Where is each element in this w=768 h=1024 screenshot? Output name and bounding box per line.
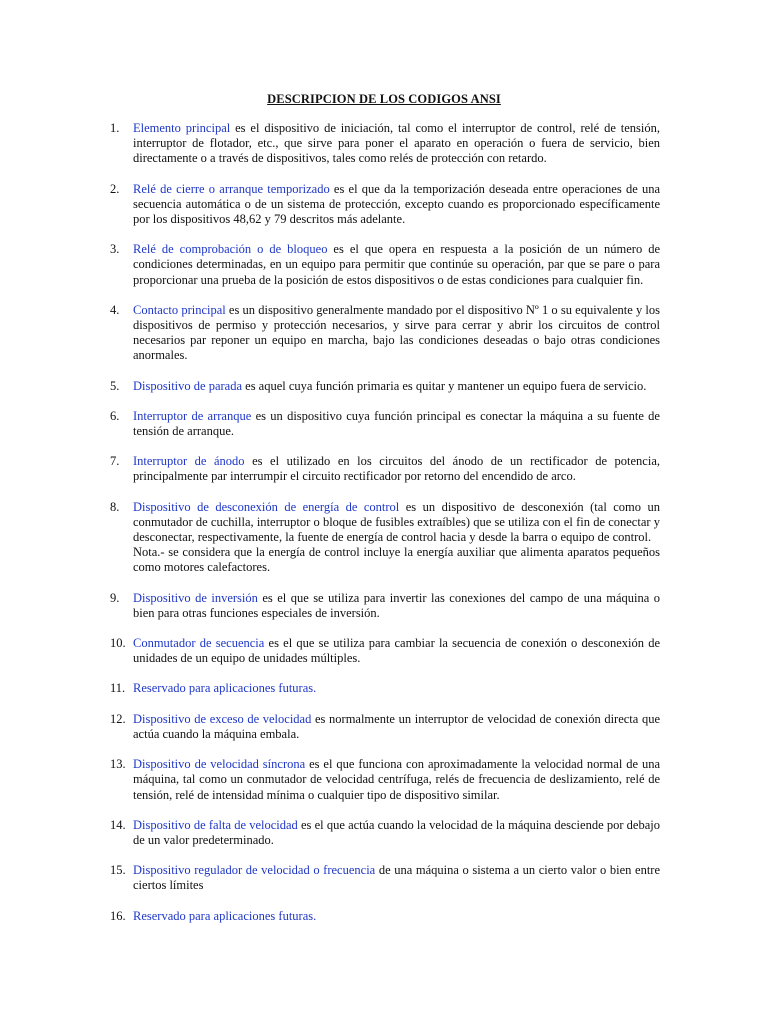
item-term: Reservado para aplicaciones futuras. [133, 681, 317, 696]
item-term: Dispositivo de falta de velocidad [133, 817, 298, 832]
item-term: Elemento principal [133, 121, 231, 135]
list-item-1 [110, 121, 660, 167]
item-description: es aquel cuya función primaria es quitar y mantener un equipo fuera de servicio. [242, 378, 647, 393]
item-number: 10. [110, 636, 126, 651]
list-item-5 [110, 379, 660, 394]
item-description: es el que se utiliza para cambiar la secuencia de conexión o desconexión de unidades de un equipo de unidades múltiples. [133, 636, 661, 666]
list-item-13 [110, 757, 660, 803]
item-number: 13. [110, 757, 126, 772]
item-number: 7. [110, 454, 120, 469]
item-description: es el que actúa cuando la velocidad de la máquina desciende por debajo de un valor predeterminado. [133, 817, 660, 847]
list-item-12 [110, 712, 660, 742]
item-number: 5. [110, 378, 120, 393]
item-term: Interruptor de arranque [133, 408, 252, 423]
item-number: 11. [110, 681, 126, 696]
item-description: es un dispositivo cuya función principal es conectar la máquina a su fuente de tensión de arranque. [133, 408, 660, 439]
item-number: 12. [110, 711, 126, 726]
item-term: Dispositivo regulador de velocidad o frecuencia [133, 863, 376, 878]
item-description: es el utilizado en los circuitos del ánodo de un rectificador de potencia, principalmente par interrumpir el circuito rectificador por retorno del encendido de arco. [133, 454, 660, 484]
item-description: es el que da la temporización deseada entre operaciones de una secuencia automática o de un sistema de protección, excepto cuando es proporcionado específicamente por los dispositivos 48,62 y 79 descritos más adelante. [133, 181, 661, 227]
list-item-14 [110, 818, 660, 848]
item-term: Contacto principal [133, 302, 226, 317]
item-term: Conmutador de secuencia [133, 636, 265, 651]
list-item-10 [110, 636, 660, 666]
item-number: 1. [110, 121, 120, 135]
list-item-2 [110, 182, 660, 228]
list-item-16 [110, 909, 660, 924]
item-description: es el que opera en respuesta a la posición de un número de condiciones determinadas, en un equipo para permitir que continúe su operación, par que se pare o para proporcionar una prueba de la posición de estos dispositivos o de estas condiciones para cualquier fin. [133, 242, 660, 287]
item-term: Dispositivo de exceso de velocidad [133, 711, 312, 726]
item-description: es normalmente un interruptor de velocidad de conexión directa que actúa cuando la máquina embala. [133, 711, 661, 741]
item-description: es un dispositivo de desconexión (tal como un conmutador de cuchilla, interruptor o bloque de fusibles extraíbles) que se utiliza con el fin de conectar y desconectar, respectivamente, la fuente de energía de control hacia y desde la barra o equipo de control. [133, 499, 660, 545]
item-number: 14. [110, 817, 126, 832]
list-item-6 [110, 409, 660, 439]
item-description: es el dispositivo de iniciación, tal como el interruptor de control, relé de tensión, interruptor de flotador, etc., que sirve para poner el aparato en operación o fuera de servicio, bien directamente o a través de dispositivos, tales como relés de protección con retardo. [133, 121, 660, 166]
list-item-7 [110, 454, 660, 484]
item-number: 6. [110, 408, 120, 423]
item-number: 9. [110, 590, 120, 605]
list-item-15 [110, 863, 660, 893]
list-item-3 [110, 242, 660, 288]
item-description: es el que funciona con aproximadamente la velocidad normal de una máquina, tal como un conmutador de velocidad centrífuga, relés de frecuencia de deslizamiento, relé de tensión, relé de intensidad mínima o cualquier tipo de dispositivo similar. [133, 757, 660, 802]
item-note: Nota.- se considera que la energía de control incluye la energía auxiliar que alimenta aparatos pequeños como motores calefactores. [133, 545, 660, 575]
item-number: 3. [110, 242, 120, 257]
list-item-9 [110, 591, 660, 621]
item-term: Relé de comprobación o de bloqueo [133, 242, 328, 257]
list-item-4 [110, 303, 660, 364]
item-number: 16. [110, 908, 126, 923]
ansi-code-list [110, 121, 660, 939]
item-term: Reservado para aplicaciones futuras. [133, 908, 317, 923]
item-number: 8. [110, 499, 120, 514]
document-title: DESCRIPCION DE LOS CODIGOS ANSI [267, 92, 501, 106]
item-term: Relé de cierre o arranque temporizado [133, 181, 330, 196]
item-number: 4. [110, 302, 120, 317]
list-item-8 [110, 500, 660, 576]
list-item-11 [110, 681, 660, 696]
item-term: Dispositivo de parada [133, 378, 243, 393]
item-term: Dispositivo de inversión [133, 590, 258, 605]
item-description: es un dispositivo generalmente mandado por el dispositivo Nº 1 o su equivalente y los dispositivos de permiso y protección necesarios, y sirve para cerrar y abrir los circuitos de control necesarios par reponer un equipo en marcha, bajo las condiciones deseadas o bajo otras condiciones anormales. [133, 302, 660, 363]
item-term: Interruptor de ánodo [133, 454, 245, 469]
item-number: 15. [110, 863, 126, 878]
item-term: Dispositivo de velocidad síncrona [133, 757, 306, 772]
item-number: 2. [110, 181, 120, 196]
item-description: es el que se utiliza para invertir las conexiones del campo de una máquina o bien para otras funciones especiales de inversión. [133, 590, 661, 620]
item-term: Dispositivo de desconexión de energía de control [133, 499, 400, 514]
item-description: de una máquina o sistema a un cierto valor o bien entre ciertos límites [133, 863, 661, 893]
